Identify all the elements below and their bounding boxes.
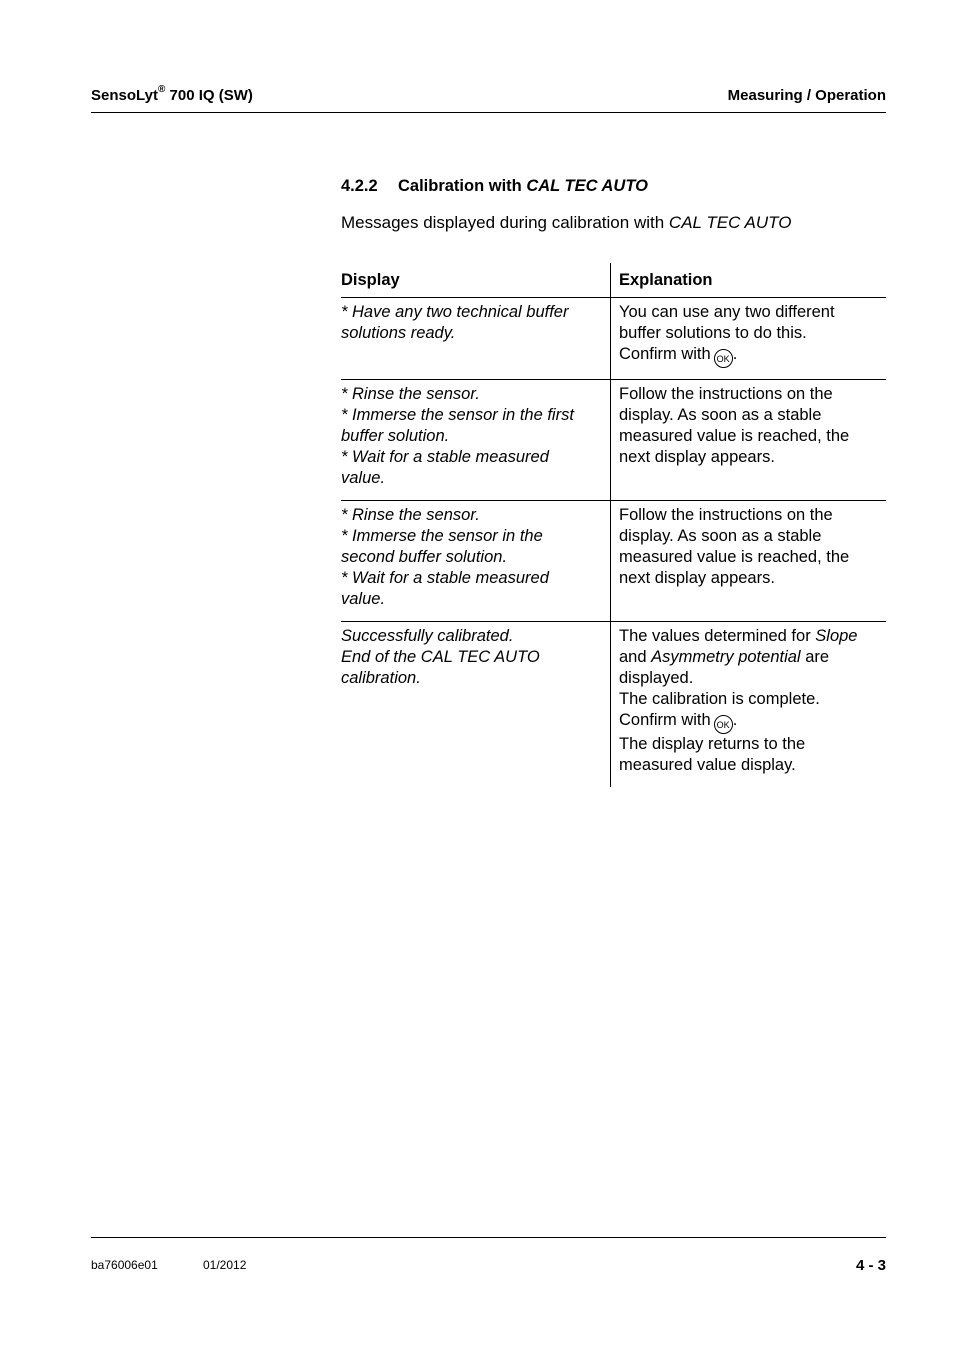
header-product: [91, 86, 253, 104]
slope-term: Slope: [815, 627, 858, 645]
intro-text: [341, 213, 791, 233]
section-heading: [341, 177, 648, 196]
display-cell: [341, 380, 611, 501]
display-cell: [341, 622, 611, 788]
explanation-text: The values determined for: [619, 627, 811, 645]
display-line: * Rinse the sensor.: [341, 506, 480, 524]
explanation-line: Follow the instructions on the: [619, 385, 833, 403]
asymmetry-term: Asymmetry potential: [651, 648, 801, 666]
explanation-cell: [611, 501, 887, 622]
footer-rule: [91, 1237, 886, 1238]
product-model: 700 IQ (SW): [169, 87, 253, 104]
explanation-line: next display appears.: [619, 569, 775, 587]
explanation-line: measured value is reached, the: [619, 427, 850, 445]
section-title-prefix: Calibration with: [398, 177, 522, 195]
display-line: * Rinse the sensor.: [341, 385, 480, 403]
display-line: solutions ready.: [341, 324, 456, 342]
explanation-line: measured value display.: [619, 756, 796, 774]
display-line: * Have any two technical buffer: [341, 303, 569, 321]
explanation-line: [619, 647, 886, 668]
explanation-line: [619, 344, 886, 368]
display-line: buffer solution.: [341, 427, 450, 445]
display-cell: [341, 298, 611, 380]
intro-text-main: Messages displayed during calibration with: [341, 213, 665, 232]
registered-mark: ®: [157, 84, 166, 95]
col-header-display: Display: [341, 270, 400, 289]
explanation-line: The display returns to the: [619, 735, 806, 753]
confirm-text: Confirm with: [619, 711, 711, 729]
ok-key-icon: OK: [714, 349, 733, 368]
explanation-line: Follow the instructions on the: [619, 506, 833, 524]
ok-key-icon: OK: [714, 715, 733, 734]
table-row: [341, 380, 886, 501]
display-line: value.: [341, 590, 386, 608]
explanation-line: next display appears.: [619, 448, 775, 466]
header-chapter: Measuring / Operation: [727, 87, 886, 104]
explanation-line: The calibration is complete.: [619, 690, 820, 708]
confirm-period: .: [732, 345, 738, 363]
display-line: * Wait for a stable measured: [341, 569, 549, 587]
explanation-line: [619, 710, 886, 734]
explanation-text: are: [805, 648, 830, 666]
page-number: 4 - 3: [855, 1257, 886, 1274]
header-rule: [91, 112, 886, 113]
display-line: * Immerse the sensor in the first: [341, 406, 574, 424]
explanation-cell: [611, 298, 887, 380]
explanation-line: display. As soon as a stable: [619, 527, 822, 545]
footer-date: 01/2012: [203, 1258, 247, 1272]
explanation-line: displayed.: [619, 669, 694, 687]
display-cell: [341, 501, 611, 622]
display-line: value.: [341, 469, 386, 487]
table-header-row: [341, 263, 886, 298]
display-line: * Immerse the sensor in the: [341, 527, 543, 545]
product-name: SensoLyt: [91, 87, 158, 104]
section-number: 4.2.2: [341, 177, 378, 195]
explanation-line: buffer solutions to do this.: [619, 324, 807, 342]
explanation-line: You can use any two different: [619, 303, 835, 321]
table-row: [341, 298, 886, 380]
section-title-emphasis: CAL TEC AUTO: [526, 177, 648, 195]
display-line: calibration.: [341, 669, 421, 687]
calibration-table: [341, 263, 886, 787]
confirm-text: Confirm with: [619, 345, 711, 363]
explanation-line: [619, 626, 886, 647]
explanation-cell: [611, 622, 887, 788]
col-header-explanation: Explanation: [611, 263, 887, 298]
explanation-cell: [611, 380, 887, 501]
table-row: [341, 501, 886, 622]
explanation-line: measured value is reached, the: [619, 548, 850, 566]
explanation-line: display. As soon as a stable: [619, 406, 822, 424]
display-line: End of the CAL TEC AUTO: [341, 648, 540, 666]
display-line: * Wait for a stable measured: [341, 448, 549, 466]
confirm-period: .: [732, 711, 738, 729]
display-line: second buffer solution.: [341, 548, 508, 566]
footer-doc-id: ba76006e01: [91, 1258, 158, 1272]
display-line: Successfully calibrated.: [341, 627, 514, 645]
table-row: [341, 622, 886, 788]
explanation-text: and: [619, 648, 647, 666]
intro-text-emphasis: CAL TEC AUTO: [668, 213, 792, 232]
